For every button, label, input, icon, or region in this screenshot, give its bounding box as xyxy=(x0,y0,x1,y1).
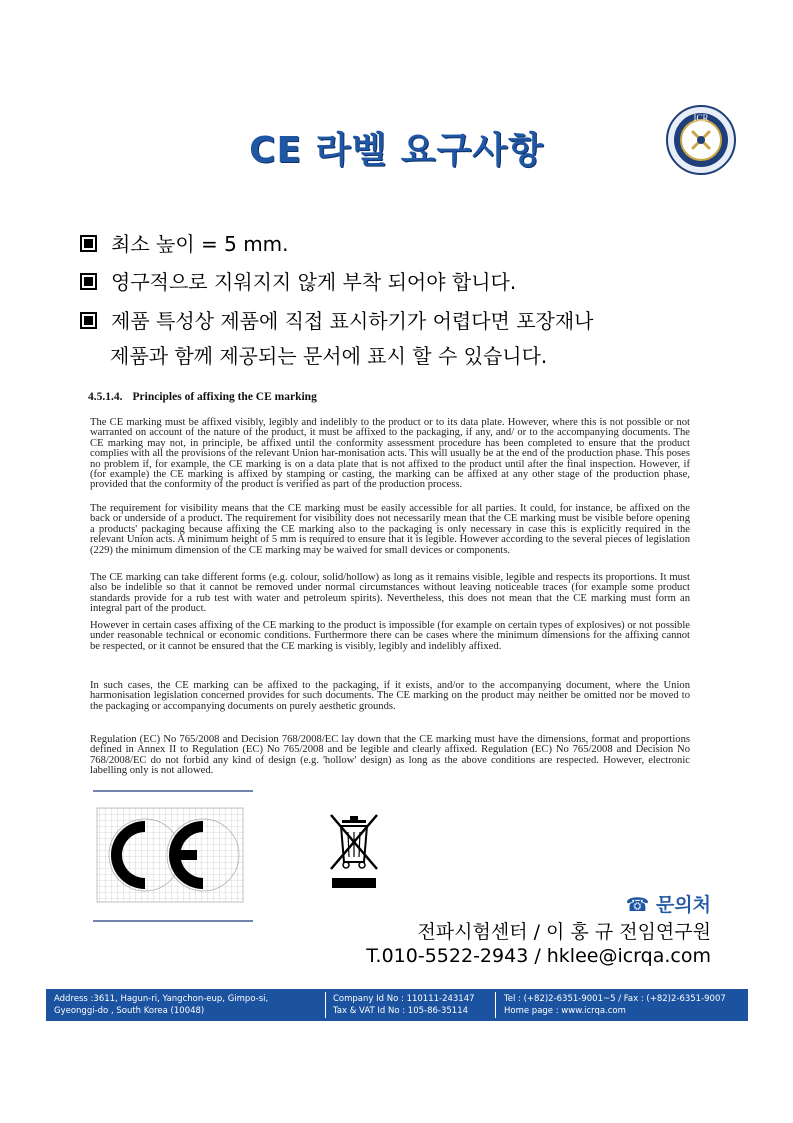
contact-label: ☎ 문의처 xyxy=(625,894,711,916)
footer-divider xyxy=(495,992,496,1018)
checkbox-icon xyxy=(80,235,97,252)
excerpt-heading xyxy=(88,391,317,403)
excerpt-paragraph: Regulation (EC) No 765/2008 and Decision 768/2008/EC lay down that the CE marking must have the dimensions, format and proportions defined in Annex II to Regulation (EC) No 765/2008 and be legible and clearly affixed. Regulation (EC) No 765/2008 and Decision No 768/2008/EC do not forbid any kind of design (e.g. 'hollow' design) as long as the above conditions are respected. However, electronic labelling only is not allowed. xyxy=(90,734,690,777)
excerpt-paragraph: However in certain cases affixing of the CE marking to the product is impossible (for example on certain types of explosives) or not possible under reasonable technical or economic conditions. Furthermore there can be cases where the minimum dimensions for the affixing cannot be respected, or it cannot be ensured that the CE marking is visibly, legibly and indelibly affixed. xyxy=(90,620,690,652)
requirement-item-3: 제품 특성상 제품에 직접 표시하기가 어렵다면 포장재나 xyxy=(80,305,594,334)
excerpt-paragraph: In such cases, the CE marking can be affixed to the packaging, if it exists, and/or to the accompanying document, where the Union harmonisation legislation concerned provides for such documents. The CE marking on the product may neither be omitted nor be moved to the packaging or accompanying documents on purely aesthetic grounds. xyxy=(90,680,690,712)
footer-homepage-link[interactable]: Home page : www.icrqa.com xyxy=(504,1006,626,1016)
requirement-item-1: 최소 높이 = 5 mm. xyxy=(80,228,289,257)
contact-name: 전파시험센터 / 이 홍 규 전임연구원 xyxy=(417,921,711,943)
requirement-item-2: 영구적으로 지워지지 않게 부착 되어야 합니다. xyxy=(80,266,516,295)
icr-logo xyxy=(665,104,737,176)
section-number: 4.5.1.4. xyxy=(88,391,123,403)
requirement-item-3-continued: 제품과 함께 제공되는 문서에 표시 할 수 있습니다. xyxy=(110,344,548,368)
checkbox-icon xyxy=(80,273,97,290)
section-title: Principles of affixing the CE marking xyxy=(132,391,317,403)
footer-bar xyxy=(46,989,748,1021)
weee-bin-icon xyxy=(328,812,380,890)
contact-phone-email[interactable]: T.010-5522-2943 / hklee@icrqa.com xyxy=(366,945,711,967)
logo-text: ICR xyxy=(693,113,709,123)
excerpt-paragraph: The CE marking can take different forms (e.g. colour, solid/hollow) as long as it remains visible, legible and respects its proportions. It must also be indelible so that it cannot be removed under normal circumstances without leaving noticeable traces (for example some product standards provide for a rub test with water and petroleum spirits). Nevertheless, this does not mean that the CE marking must form an integral part of the product. xyxy=(90,572,690,615)
excerpt-paragraph: The requirement for visibility means that the CE marking must be easily accessible for all parties. It could, for instance, be affixed on the back or underside of a product. The requirement for visibility does not necessarily mean that the CE marking must be visible before opening a products' packaging because affixing the CE marking also to the packaging is only necessary in case this is explicitly required in the relevant Union acts. A minimum height of 5 mm is required to ensure that it is legible. However according to the several pieces of legislation (229) the minimum dimension of the CE marking may be waived for small devices or components. xyxy=(90,503,690,556)
footer-address: Address :3611, Hagun-ri, Yangchon-eup, Gimpo-si, Gyeonggi-do , South Korea (10048) xyxy=(54,994,269,1016)
footer-contact: Tel : (+82)2-6351-9001~5 / Fax : (+82)2-6351-9007 Home page : www.icrqa.com xyxy=(504,994,726,1016)
footer-divider xyxy=(325,992,326,1018)
page-title: CE 라벨 요구사항 xyxy=(249,130,544,171)
excerpt-paragraph: The CE marking must be affixed visibly, legibly and indelibly to the product or to its data plate. However, where this is not possible or not warranted on account of the nature of the product, it must be affixed to the packaging, if any, and/ or to the accompanying documents. The CE marking may not, in principle, be affixed until the conformity assessment procedure has been completed to ensure that the product complies with all the provisions of the relevant Union har-monisation acts. This will usually be at the end of the production phase. This poses no problem if, for example, the CE marking is on a data plate that is not affixed to the product until after the final inspection. However, if (for example) the CE marking is affixed by stamping or casting, the marking can be affixed at any other stage of the production phase, provided that the conformity of the product is verified as part of the production process. xyxy=(90,417,690,491)
ce-marking-figure xyxy=(93,790,253,922)
checkbox-icon xyxy=(80,312,97,329)
footer-company-ids: Company Id No : 110111-243147 Tax & VAT Id No : 105-86-35114 xyxy=(333,994,475,1016)
